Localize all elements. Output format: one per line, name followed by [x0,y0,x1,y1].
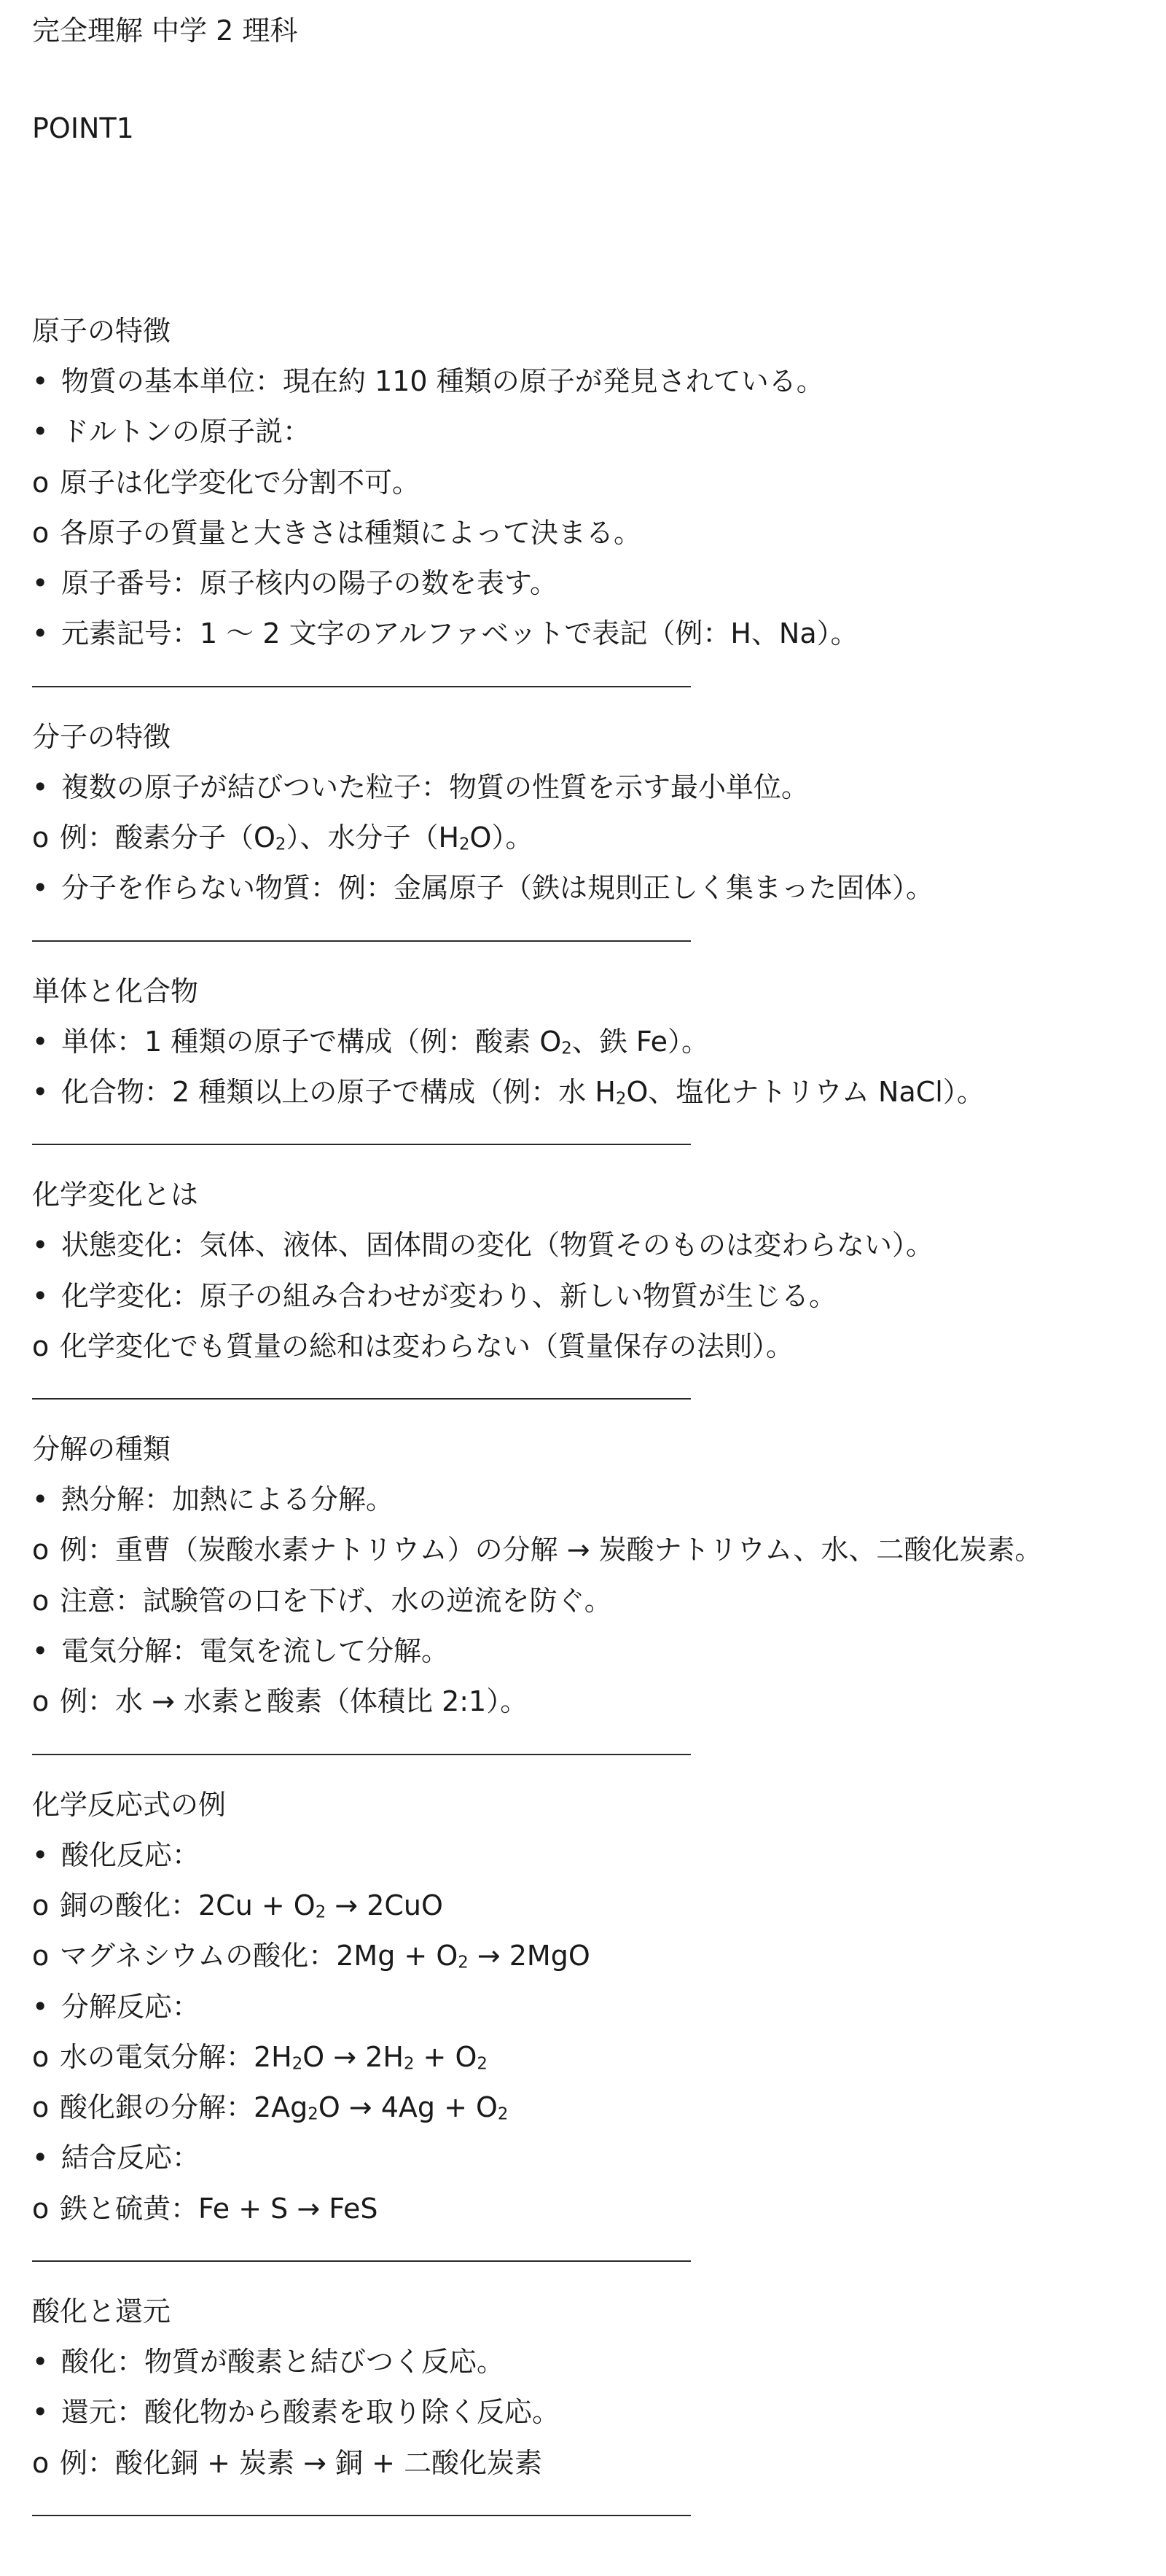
list-item-text: 状態変化：気体、液体、固体間の変化（物質そのものは変わらない）。 [61,1229,934,1262]
list-item-text: 注意：試験管の口を下げ、水の逆流を防ぐ。 [60,1584,612,1617]
list-item-text: 物質の基本単位：現在約 110 種類の原子が発見されている。 [61,365,824,397]
bullet-marker: • [32,1635,49,1668]
list-item-text: 酸化銀の分解：$2Ag_2O \to 4Ag + O_2$ [60,2091,509,2124]
bullet-marker: • [32,1838,49,1871]
section [32,2291,1140,2516]
section [32,1429,1140,1755]
circle-bullet-marker: o [32,2192,50,2225]
list-item-text: 水の電気分解：$2H_2O \to 2H_2 + O_2$ [60,2040,488,2074]
section-title: 化学変化とは [32,1179,199,1211]
list-item-text: 例：重曹（炭酸水素ナトリウム）の分解 → 炭酸ナトリウム、水、二酸化炭素。 [60,1534,1043,1566]
bullet-marker: • [32,617,49,650]
sub-list-item [32,817,1140,867]
list-item [32,1276,1140,1326]
bullet-marker: • [32,2396,49,2429]
subscript: 2 [403,2054,415,2074]
circle-bullet-marker: o [32,1534,50,1566]
document-title: 完全理解 中学 2 理科 [32,15,298,47]
list-item [32,1479,1140,1529]
bullet-marker: • [32,770,49,803]
section-title: 単体と化合物 [32,975,199,1007]
list-item-text: 酸化反応： [61,1838,200,1871]
bullet-marker: • [32,1279,49,1312]
circle-bullet-marker: o [32,1584,50,1617]
section-title: 原子の特徴 [32,315,171,347]
list-item-text: 分子を作らない物質：例：金属原子（鉄は規則正しく集まった固体）。 [61,872,934,905]
sub-list-item [32,512,1140,563]
section-divider [32,940,691,942]
list-item-text: 単体：1 種類の原子で構成（例：酸素 $O_2$、鉄 Fe）。 [61,1025,710,1058]
sub-list-item [32,1935,1140,1986]
subscript: 2 [497,2104,509,2124]
bullet-marker: • [32,1075,49,1108]
subscript: 2 [275,835,286,854]
subscript: 2 [458,1953,469,1972]
list-item-text: 化学変化：原子の組み合わせが変わり、新しい物質が生じる。 [61,1279,837,1312]
list-item [32,411,1140,461]
list-item-text: 結合反応： [61,2142,200,2174]
section [32,971,1140,1146]
circle-bullet-marker: o [32,2091,50,2124]
circle-bullet-marker: o [32,1940,50,1972]
section-title: 酸化と還元 [32,2295,171,2328]
list-item-text: マグネシウムの酸化：$2Mg + O_2 \to 2MgO$ [60,1940,590,1972]
list-item-text: ドルトンの原子説： [61,415,311,448]
circle-bullet-marker: o [32,2446,50,2479]
section [32,1174,1140,1400]
bullet-marker: • [32,1483,49,1516]
section-divider [32,2260,691,2262]
list-item [32,1021,1140,1072]
circle-bullet-marker: o [32,1889,50,1921]
bullet-marker: • [32,2142,49,2174]
list-item [32,563,1140,613]
list-item [32,1835,1140,1885]
bullet-marker: • [32,365,49,397]
list-item [32,361,1140,411]
circle-bullet-marker: o [32,1330,50,1362]
list-item-text: 酸化：物質が酸素と結びつく反応。 [61,2346,505,2378]
bullet-marker: • [32,872,49,905]
point-label: POINT1 [32,112,134,144]
sub-list-item [32,462,1140,512]
list-item-text: 化合物：2 種類以上の原子で構成（例：水 $H_2O$、塩化ナトリウム NaCl）。 [61,1075,985,1109]
list-item-text: 還元：酸化物から酸素を取り除く反応。 [61,2396,560,2429]
list-item [32,613,1140,663]
list-item [32,2392,1140,2442]
list-item-text: 熱分解：加熱による分解。 [61,1483,394,1516]
bullet-marker: • [32,1229,49,1262]
section-divider [32,1144,691,1145]
sub-list-item [32,1885,1140,1935]
list-item-text: 分解反応： [61,1990,200,2023]
sub-list-item [32,1326,1140,1376]
circle-bullet-marker: o [32,466,50,499]
list-item-text: 鉄と硫黄：Fe + S → FeS [60,2192,378,2225]
list-item [32,2341,1140,2392]
list-item [32,767,1140,817]
section [32,311,1140,687]
circle-bullet-marker: o [32,516,50,549]
section-divider [32,1754,691,1755]
section-title: 化学反応式の例 [32,1788,227,1821]
subscript: 2 [308,2104,318,2124]
list-item-text: 原子は化学変化で分割不可。 [60,466,420,499]
subscript: 2 [315,1902,326,1922]
sub-list-item [32,2443,1140,2493]
section-divider [32,2515,691,2516]
section [32,717,1140,942]
sub-list-item [32,1529,1140,1580]
subscript: 2 [292,2054,303,2074]
list-item [32,1631,1140,1681]
subscript: 2 [459,835,470,854]
bullet-marker: • [32,2346,49,2378]
list-item-text: 電気分解：電気を流して分解。 [61,1635,450,1668]
list-item [32,1986,1140,2037]
section [32,1784,1140,2262]
list-item [32,2137,1140,2187]
list-item-text: 例：酸化銅 + 炭素 → 銅 + 二酸化炭素 [60,2446,542,2479]
subscript: 2 [477,2054,488,2074]
section-title: 分解の種類 [32,1433,171,1466]
list-item [32,1072,1140,1122]
sub-list-item [32,1681,1140,1731]
circle-bullet-marker: o [32,2040,50,2073]
list-item-text: 銅の酸化：$2Cu + O_2 \to 2CuO$ [60,1889,443,1922]
bullet-marker: • [32,415,49,448]
circle-bullet-marker: o [32,1685,50,1718]
subscript: 2 [561,1039,572,1058]
bullet-marker: • [32,567,49,600]
list-item-text: 例：水 → 水素と酸素（体積比 2:1）。 [60,1685,528,1718]
bullet-marker: • [32,1025,49,1058]
list-item-text: 元素記号：1 〜 2 文字のアルファベットで表記（例：H、Na）。 [61,617,858,650]
sub-list-item [32,2188,1140,2239]
bullet-marker: • [32,1990,49,2023]
sub-list-item [32,2037,1140,2087]
list-item-text: 原子番号：原子核内の陽子の数を表す。 [61,567,557,600]
section-divider [32,686,691,687]
list-item [32,1225,1140,1275]
sub-list-item [32,1580,1140,1631]
circle-bullet-marker: o [32,821,50,854]
list-item-text: 複数の原子が結びついた粒子：物質の性質を示す最小単位。 [61,770,810,803]
section-divider [32,1398,691,1400]
list-item-text: 各原子の質量と大きさは種類によって決まる。 [60,516,642,549]
list-item-text: 化学変化でも質量の総和は変わらない（質量保存の法則）。 [60,1330,794,1362]
sub-list-item [32,2087,1140,2137]
list-item-text: 例：酸素分子$(O_2)$、水分子$(H_2O)$。 [60,821,533,854]
sections-container [32,311,1140,2545]
section-title: 分子の特徴 [32,720,171,753]
subscript: 2 [615,1089,627,1109]
list-item [32,867,1140,918]
